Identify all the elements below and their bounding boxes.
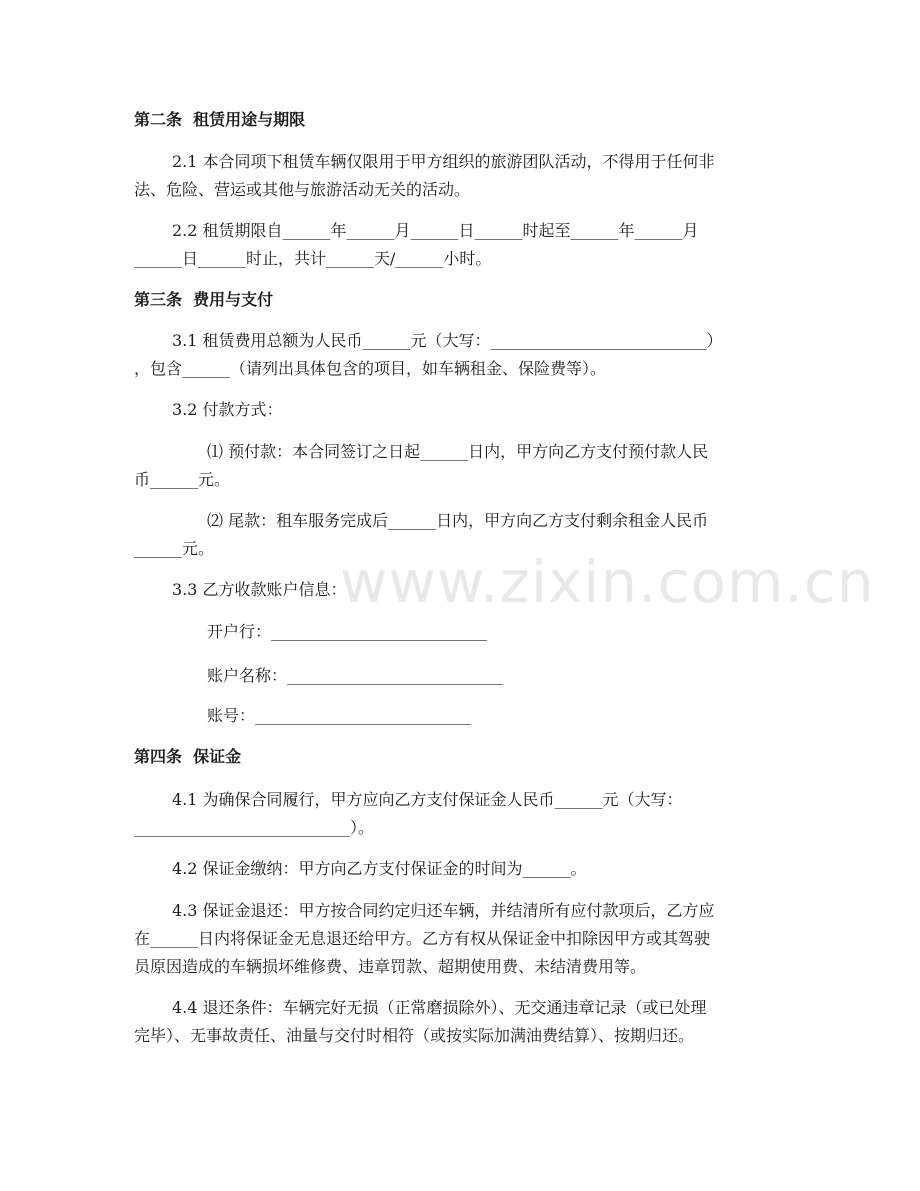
clause-3-2-1-line-1: ⑴ 预付款：本合同签订之日起______日内，甲方向乙方支付预付款人民 (207, 442, 709, 461)
clause-2-1-line-2: 法、危险、营运或其他与旅游活动无关的活动。 (134, 180, 471, 199)
clause-2-1-line-1: 2.1 本合同项下租赁车辆仅限用于甲方组织的旅游团队活动，不得用于任何非 (172, 152, 715, 171)
article-3-title: 第三条 费用与支付 (134, 290, 274, 309)
clause-3-2: 3.2 付款方式： (172, 400, 283, 419)
clause-4-4-line-2: 完毕）、无事故责任、油量与交付时相符（或按实际加满油费结算）、按期归还。 (134, 1026, 695, 1045)
clause-2-2-line-2: ______日______时止，共计______天/______小时。 (134, 249, 492, 268)
clause-4-1-line-2: ___________________________）。 (134, 818, 375, 837)
clause-3-1-line-1: 3.1 租赁费用总额为人民币______元（大写：___________________________） (172, 331, 723, 350)
clause-3-1-line-2: ，包含______（请列出具体包含的项目，如车辆租金、保险费等）。 (134, 359, 607, 378)
clause-4-1-line-1: 4.1 为确保合同履行，甲方应向乙方支付保证金人民币______元（大写： (172, 790, 683, 809)
clause-3-2-2-line-2: ______元。 (134, 539, 215, 558)
clause-4-3-line-3: 员原因造成的车辆损坏维修费、违章罚款、超期使用费、未结清费用等。 (134, 957, 647, 976)
clause-4-3-line-2: 在______日内将保证金无息退还给甲方。乙方有权从保证金中扣除因甲方或其驾驶 (134, 929, 711, 948)
clause-3-2-2-line-1: ⑵ 尾款：租车服务完成后______日内，甲方向乙方支付剩余租金人民币 (207, 511, 709, 530)
clause-3-3: 3.3 乙方收款账户信息： (172, 580, 347, 599)
clause-2-2-line-1: 2.2 租赁期限自______年______月______日______时起至______年______月 (172, 221, 699, 240)
clause-4-3-line-1: 4.3 保证金退还：甲方按合同约定归还车辆，并结清所有应付款项后，乙方应 (172, 901, 715, 920)
bank-field: 开户行：___________________________ (207, 622, 488, 641)
article-2-title: 第二条 租赁用途与期限 (134, 110, 306, 129)
account-name-field: 账户名称：___________________________ (207, 666, 504, 685)
clause-4-4-line-1: 4.4 退还条件：车辆完好无损（正常磨损除外）、无交通违章记录（或已处理 (172, 998, 707, 1017)
clause-3-2-1-line-2: 币______元。 (134, 470, 231, 489)
article-4-title: 第四条 保证金 (134, 747, 242, 766)
account-number-field: 账号：___________________________ (207, 706, 472, 725)
clause-4-2: 4.2 保证金缴纳：甲方向乙方支付保证金的时间为______。 (172, 859, 587, 878)
watermark: www.zixin.com.cn (340, 548, 875, 616)
